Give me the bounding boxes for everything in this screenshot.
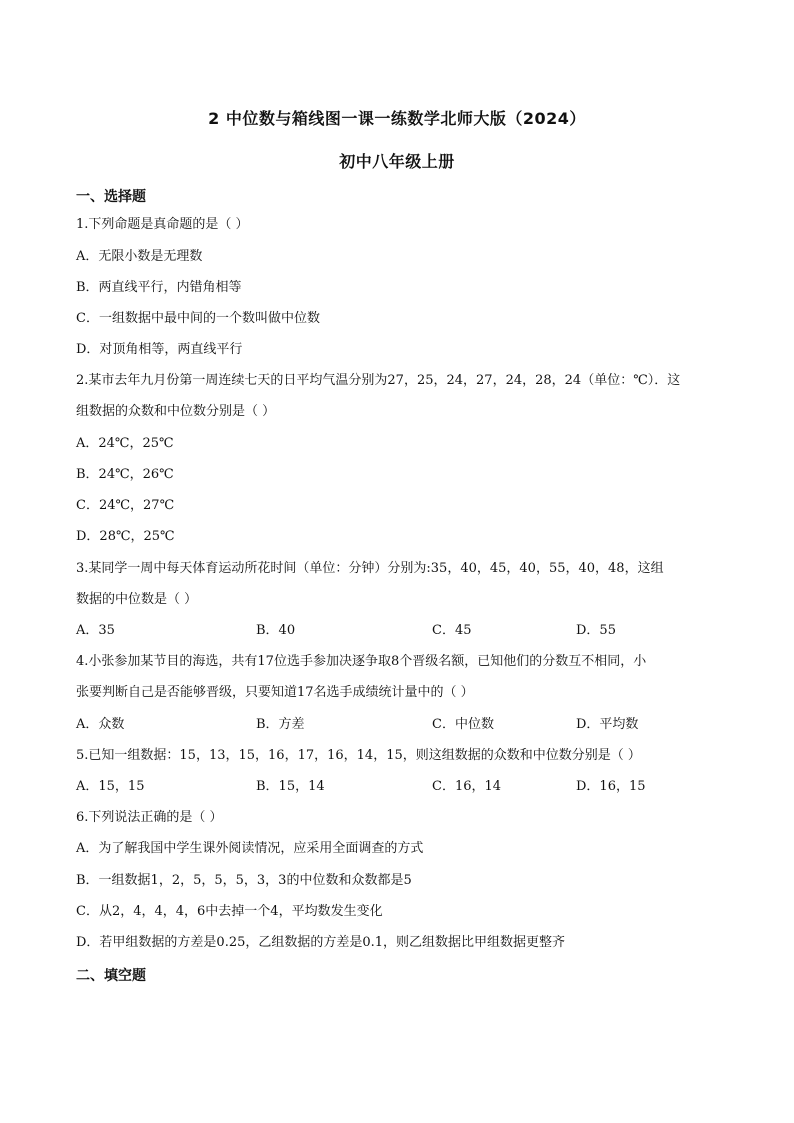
question-3-option-c: C．45 <box>432 623 472 638</box>
question-1-option-d: D．对顶角相等，两直线平行 <box>76 342 243 357</box>
question-2-option-c: C．24℃，27℃ <box>76 498 175 513</box>
question-2-stem-line-2: 组数据的众数和中位数分别是（ ） <box>76 404 276 419</box>
question-3-stem-line-1: 3.某同学一周中每天体育运动所花时间（单位：分钟）分别为:35，40，45，40，55，40，48，这组 <box>76 561 664 576</box>
question-3-option-b: B．40 <box>256 623 296 638</box>
question-2-option-b: B．24℃，26℃ <box>76 467 174 482</box>
question-6-option-d: D．若甲组数据的方差是0.25，乙组数据的方差是0.1，则乙组数据比甲组数据更整齐 <box>76 935 566 950</box>
section-heading-fill: 二、填空题 <box>76 968 146 984</box>
question-2-option-a: A．24℃，25℃ <box>76 436 174 451</box>
question-6-option-a: A．为了解我国中学生课外阅读情况，应采用全面调查的方式 <box>76 841 424 856</box>
question-1-option-b: B．两直线平行，内错角相等 <box>76 280 242 295</box>
question-6-option-b: B．一组数据1，2，5，5，5，3，3的中位数和众数都是5 <box>76 873 412 888</box>
question-5-option-a: A．15，15 <box>76 779 145 794</box>
question-2-stem-line-1: 2.某市去年九月份第一周连续七天的日平均气温分别为27，25，24，27，24，28，24（单位：℃）．这 <box>76 373 681 388</box>
question-4-stem-line-1: 4.小张参加某节目的海选，共有17位选手参加决逐争取8个晋级名额，已知他们的分数互不相同，小 <box>76 654 647 669</box>
question-2-option-d: D．28℃，25℃ <box>76 529 175 544</box>
section-heading-choice: 一、选择题 <box>76 189 146 205</box>
question-4-option-d: D．平均数 <box>576 717 639 732</box>
document-title: 2 中位数与箱线图一课一练数学北师大版（2024） <box>208 109 586 128</box>
question-4-option-a: A．众数 <box>76 717 125 732</box>
question-5-option-d: D．16，15 <box>576 779 646 794</box>
question-3-stem-line-2: 数据的中位数是（ ） <box>76 592 198 607</box>
question-4-option-b: B．方差 <box>256 717 305 732</box>
question-5-option-b: B．15，14 <box>256 779 325 794</box>
document-subtitle: 初中八年级上册 <box>339 152 455 171</box>
question-5-option-c: C．16，14 <box>432 779 502 794</box>
question-1-option-c: C．一组数据中最中间的一个数叫做中位数 <box>76 311 320 326</box>
question-3-option-d: D．55 <box>576 623 616 638</box>
question-6-option-c: C．从2，4，4，4，6中去掉一个4，平均数发生变化 <box>76 904 383 919</box>
question-1-stem: 1.下列命题是真命题的是（ ） <box>76 217 249 232</box>
question-5-stem: 5.已知一组数据：15，13，15，16，17，16，14，15，则这组数据的众数和中位数分别是（ ） <box>76 748 641 763</box>
question-4-option-c: C．中位数 <box>432 717 494 732</box>
question-1-option-a: A．无限小数是无理数 <box>76 249 203 264</box>
question-4-stem-line-2: 张要判断自己是否能够晋级，只要知道17名选手成绩统计量中的（ ） <box>76 685 474 700</box>
question-3-option-a: A．35 <box>76 623 115 638</box>
question-6-stem: 6.下列说法正确的是（ ） <box>76 810 223 825</box>
